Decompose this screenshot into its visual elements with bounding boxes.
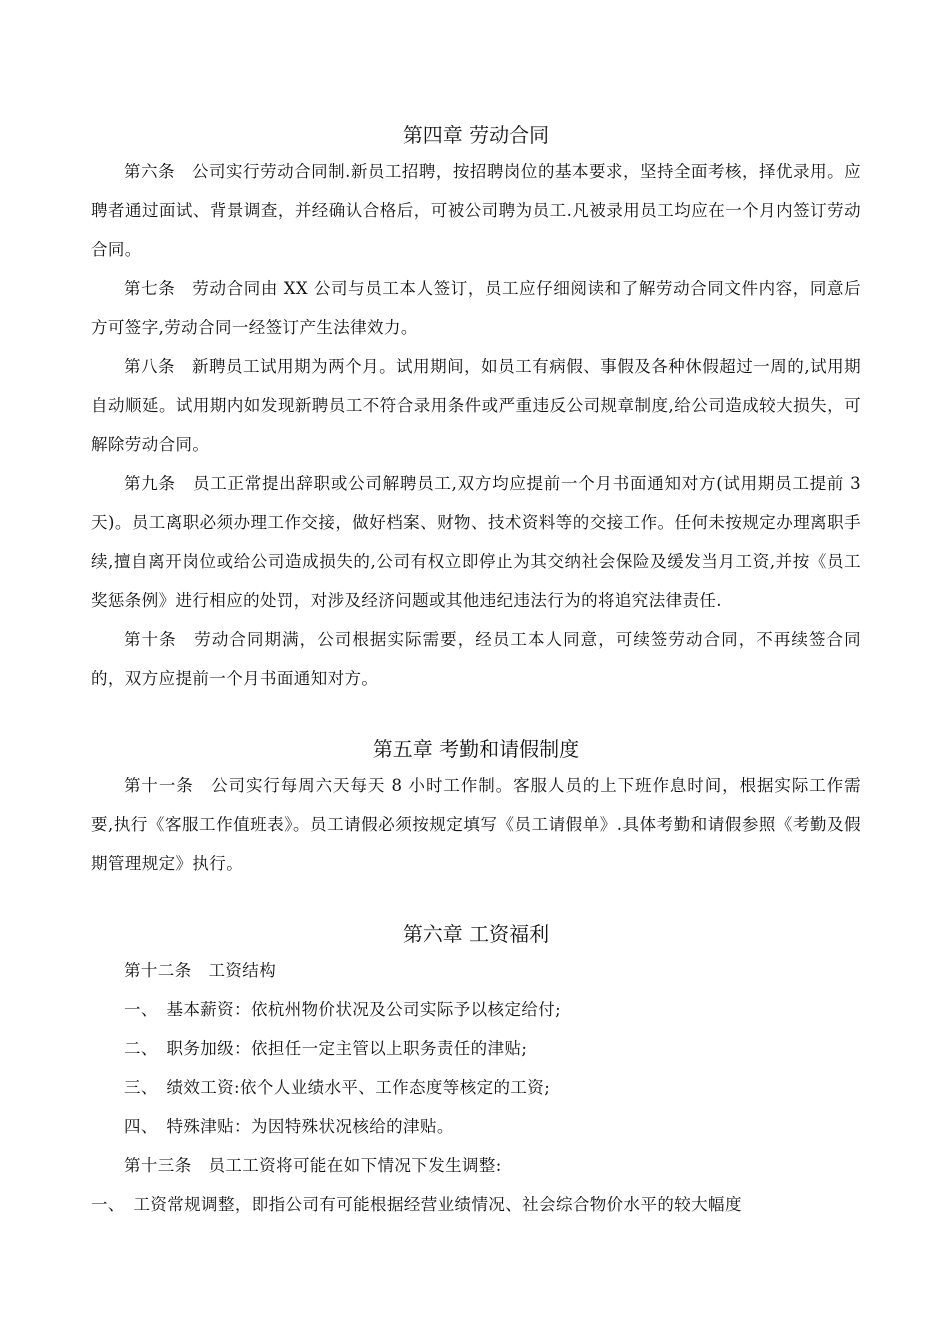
article-11: 第十一条 公司实行每周六天每天 8 小时工作制。客服人员的上下班作息时间，根据实际工作需要,执行《客服工作值班表》。员工请假必须按规定填写《员工请假单》.具体考勤和请假参照《考勤及假期管理规定》执行。: [91, 776, 861, 873]
chapter-4-title: 第四章 劳动合同: [402, 123, 550, 147]
list-item: 一、 基本薪资：依杭州物价状况及公司实际予以核定给付;: [124, 1000, 562, 1019]
list-item: 三、 绩效工资:依个人业绩水平、工作态度等核定的工资;: [124, 1078, 551, 1097]
article-8: 第八条 新聘员工试用期为两个月。试用期间，如员工有病假、事假及各种休假超过一周的,试用期自动顺延。试用期内如发现新聘员工不符合录用条件或严重违反公司规章制度,给公司造成较大损失，可解除劳动合同。: [91, 357, 861, 454]
section-spacer: [91, 883, 861, 917]
list-item: 四、 特殊津贴：为因特殊状况核给的津贴。: [124, 1117, 454, 1136]
article-7: 第七条 劳动合同由 XX 公司与员工本人签订，员工应仔细阅读和了解劳动合同文件内容，同意后方可签字,劳动合同一经签订产生法律效力。: [91, 279, 861, 337]
section-spacer: [91, 698, 861, 732]
list-item: 二、 职务加级：依担任一定主管以上职务责任的津贴;: [124, 1039, 528, 1058]
document-page: [91, 118, 861, 1224]
article-6: 第六条 公司实行劳动合同制.新员工招聘，按招聘岗位的基本要求，坚持全面考核，择优录用。应聘者通过面试、背景调查，并经确认合格后，可被公司聘为员工.凡被录用员工均应在一个月内签订劳动合同。: [91, 162, 861, 259]
list-item: 一、 工资常规调整，即指公司有可能根据经营业绩情况、社会综合物价水平的较大幅度: [91, 1195, 742, 1214]
article-10: 第十条 劳动合同期满，公司根据实际需要，经员工本人同意，可续签劳动合同，不再续签合同的，双方应提前一个月书面通知对方。: [91, 630, 861, 688]
chapter-6-title: 第六章 工资福利: [402, 922, 550, 946]
article-9: 第九条 员工正常提出辞职或公司解聘员工,双方均应提前一个月书面通知对方(试用期员工提前 3 天)。员工离职必须办理工作交接，做好档案、财物、技术资料等的交接工作。任何未按规定办理离职手续,擅自离开岗位或给公司造成损失的,公司有权立即停止为其交纳社会保险及缓发当月工资,并按《员工奖惩条例》进行相应的处罚，对涉及经济问题或其他违纪违法行为的将追究法律责任.: [91, 474, 861, 610]
chapter-5-title: 第五章 考勤和请假制度: [372, 737, 580, 761]
article-13: 第十三条 员工工资将可能在如下情况下发生调整:: [124, 1156, 502, 1175]
article-12: 第十二条 工资结构: [124, 961, 277, 980]
